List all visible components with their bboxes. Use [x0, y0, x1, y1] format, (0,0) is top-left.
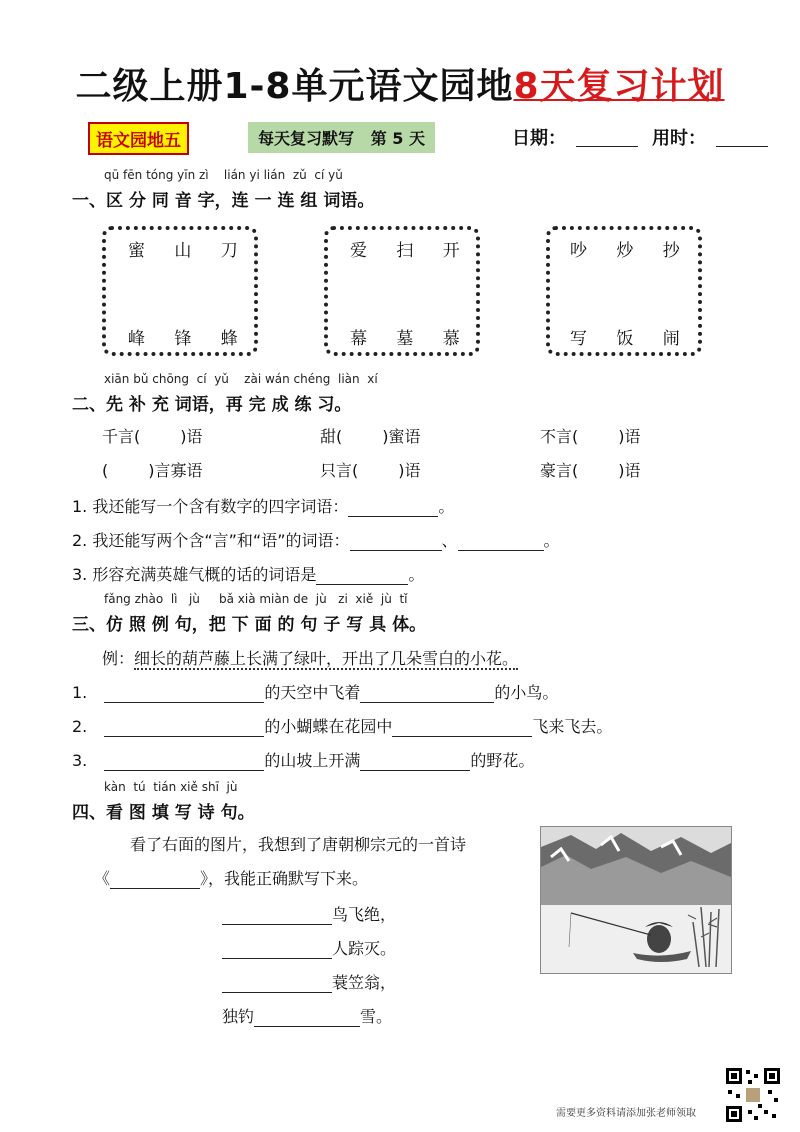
q1-blank[interactable]: [348, 500, 438, 517]
section2-title: 二、先 补 充 词语，再 完 成 练 习。: [72, 395, 352, 415]
imitate-1-blank-1[interactable]: [104, 686, 264, 703]
poem-intro-line1: 看了右面的图片，我想到了唐朝柳宗元的一首诗: [130, 835, 467, 854]
imitate-2-blank-2[interactable]: [392, 720, 532, 737]
section4-title: 四、看 图 填 写 诗 句。: [72, 803, 255, 823]
question-2-3: 3. 形容充满英雄气概的话的词语是 。: [72, 565, 425, 584]
date-label: 日期：: [512, 128, 566, 149]
poem-line-3: 蓑笠翁，: [222, 970, 396, 993]
poem-line-2-blank[interactable]: [222, 942, 332, 959]
poem-line-4: 独钓 雪。: [222, 1007, 393, 1026]
q2-blank-2[interactable]: [458, 534, 544, 551]
box2-top-chars: 爱 扫 开: [350, 241, 472, 261]
qr-code-icon: [724, 1066, 782, 1124]
box1-top-chars: 蜜 山 刀: [128, 241, 250, 261]
section4-pinyin: kàn tú tián xiě shī jù: [104, 780, 238, 794]
snow-river-fisherman-picture: [540, 826, 732, 974]
section3-title: 三、仿 照 例 句，把 下 面 的 句 子 写 具 体。: [72, 615, 427, 635]
poem-line-1-blank[interactable]: [222, 908, 332, 925]
section3-pinyin: fǎng zhào lì jù bǎ xià miàn de jù zi xiě jù tǐ: [104, 592, 408, 606]
section1-pinyin: qū fēn tóng yīn zì lián yi lián zǔ cí yǔ: [104, 168, 343, 182]
box3-top-chars: 吵 炒 抄: [570, 241, 692, 261]
example-sentence: 例：细长的葫芦藤上长满了绿叶，开出了几朵雪白的小花。: [102, 649, 519, 668]
imitate-item-1: 1. 的天空中飞着 的小鸟。: [72, 683, 559, 702]
poem-line-3-blank[interactable]: [222, 976, 332, 993]
imitate-3-blank-2[interactable]: [360, 754, 470, 771]
unit-tag: 语文园地五: [88, 122, 189, 155]
poem-title-blank[interactable]: [110, 872, 200, 889]
idiom-2-1: ( )言寡语: [102, 461, 203, 480]
section1-title: 一、区 分 同 音 字，连 一 连 组 词语。: [72, 191, 375, 211]
question-2-1: 1. 我还能写一个含有数字的四字词语： 。: [72, 497, 455, 516]
imitate-3-blank-1[interactable]: [104, 754, 264, 771]
daily-tag: 每天复习默写 第 5 天: [248, 122, 435, 153]
date-field[interactable]: [576, 128, 638, 147]
question-2-2: 2. 我还能写两个含“言”和“语”的词语： 、 。: [72, 531, 560, 550]
page-title: [0, 58, 800, 109]
q3-blank[interactable]: [316, 568, 408, 585]
imitate-item-3: 3. 的山坡上开满 的野花。: [72, 751, 535, 770]
title-red: 8天复习计划: [513, 66, 725, 107]
idiom-1-3: 不言( )语: [540, 427, 641, 446]
footer-note: 需要更多资料请添加张老师领取: [556, 1108, 696, 1119]
idiom-1-2: 甜( )蜜语: [320, 427, 421, 446]
box3-bottom-chars: 写 饭 闹: [570, 329, 692, 349]
section2-pinyin: xiān bǔ chōng cí yǔ zài wán chéng liàn xí: [104, 372, 378, 386]
poem-line-4-blank[interactable]: [254, 1010, 360, 1027]
idiom-2-2: 只言( )语: [320, 461, 421, 480]
q2-blank-1[interactable]: [350, 534, 442, 551]
idiom-1-1: 千言( )语: [102, 427, 203, 446]
imitate-item-2: 2. 的小蝴蝶在花园中 飞来飞去。: [72, 717, 613, 736]
poem-line-2: 人踪灭。: [222, 936, 396, 959]
time-label: 用时：: [652, 128, 706, 149]
box1-bottom-chars: 峰 锋 蜂: [128, 329, 250, 349]
title-main: 二级上册1-8单元语文园地: [75, 66, 514, 107]
time-field[interactable]: [716, 128, 768, 147]
poem-intro-line2: 《 》，我能正确默写下来。: [94, 869, 369, 888]
imitate-2-blank-1[interactable]: [104, 720, 264, 737]
box2-bottom-chars: 幕 墓 慕: [350, 329, 472, 349]
idiom-2-3: 豪言( )语: [540, 461, 641, 480]
poem-line-1: 鸟飞绝，: [222, 902, 396, 925]
imitate-1-blank-2[interactable]: [360, 686, 494, 703]
